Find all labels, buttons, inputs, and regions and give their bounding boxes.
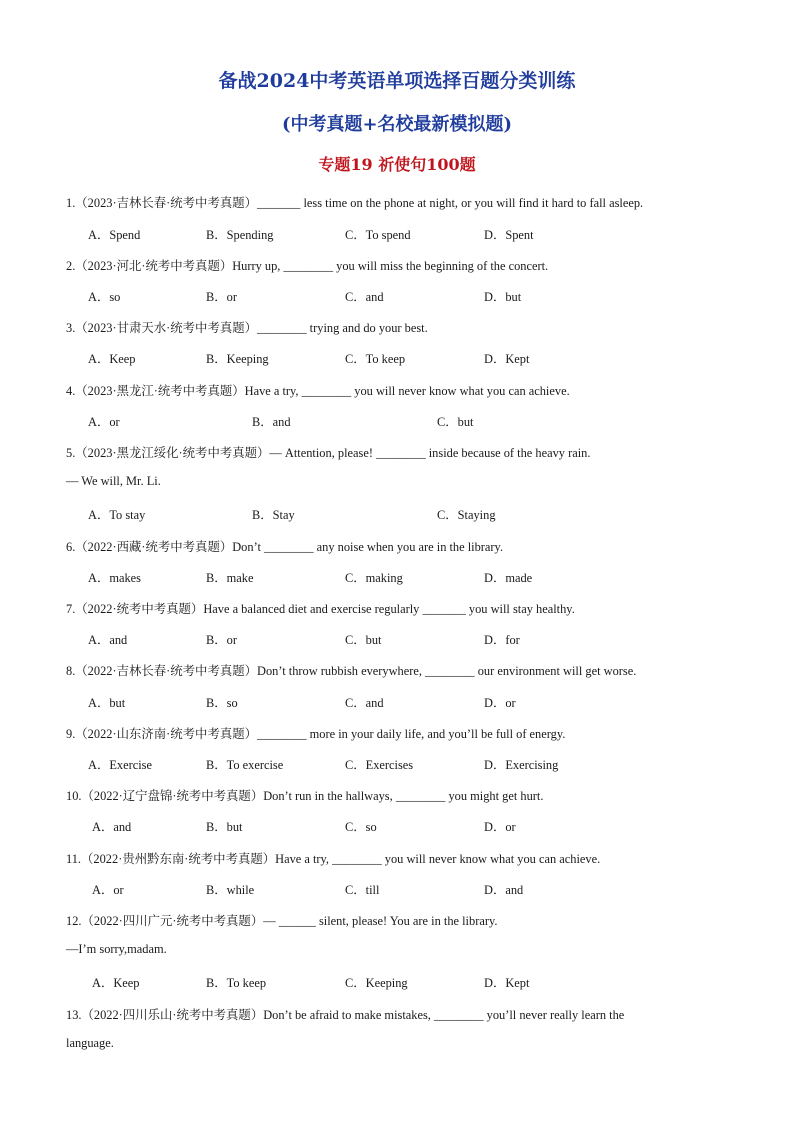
document-subtitle: (中考真题+名校最新模拟题) — [281, 114, 513, 135]
option-a[interactable]: A．so — [88, 290, 121, 304]
option-c[interactable]: C．To spend — [345, 228, 411, 242]
option-b[interactable]: B．Stay — [252, 508, 295, 522]
option-b[interactable]: B．Spending — [206, 228, 274, 242]
option-b[interactable]: B．or — [206, 633, 237, 647]
question-options — [0, 973, 794, 991]
option-b[interactable]: B．Keeping — [206, 352, 269, 366]
option-a[interactable]: A．and — [88, 633, 128, 647]
option-b[interactable]: B．while — [206, 883, 255, 897]
option-a[interactable]: A．makes — [88, 571, 141, 585]
option-b[interactable]: B．but — [206, 820, 243, 834]
option-c[interactable]: C．so — [345, 820, 377, 834]
option-c[interactable]: C．Keeping — [345, 976, 408, 990]
question-options — [0, 505, 794, 523]
option-c[interactable]: C．Exercises — [345, 758, 414, 772]
question-options — [0, 630, 794, 648]
option-a[interactable]: A．Exercise — [88, 758, 152, 772]
option-b[interactable]: B．or — [206, 290, 237, 304]
option-a[interactable]: A．Spend — [88, 228, 141, 242]
option-d[interactable]: D．and — [484, 883, 524, 897]
option-d[interactable]: D．made — [484, 571, 533, 585]
question-options — [0, 225, 794, 243]
option-a[interactable]: A．Keep — [88, 352, 136, 366]
option-b[interactable]: B．and — [252, 415, 291, 429]
option-c[interactable]: C．To keep — [345, 352, 406, 366]
option-a[interactable]: A．To stay — [88, 508, 146, 522]
option-c[interactable]: C．and — [345, 290, 384, 304]
option-d[interactable]: D．Exercising — [484, 758, 559, 772]
option-c[interactable]: C．making — [345, 571, 403, 585]
question-options — [0, 287, 794, 305]
option-a[interactable]: A．Keep — [92, 976, 140, 990]
option-c[interactable]: C．Staying — [437, 508, 496, 522]
option-d[interactable]: D．Kept — [484, 976, 530, 990]
option-c[interactable]: C．till — [345, 883, 380, 897]
option-c[interactable]: C．and — [345, 696, 384, 710]
option-b[interactable]: B．so — [206, 696, 238, 710]
option-d[interactable]: D．or — [484, 696, 516, 710]
option-b[interactable]: B．make — [206, 571, 254, 585]
option-a[interactable]: A．but — [88, 696, 126, 710]
option-d[interactable]: D．Spent — [484, 228, 534, 242]
question-continuation: —I’m sorry,madam. — [66, 942, 167, 956]
question-options — [0, 349, 794, 367]
question-options — [0, 568, 794, 586]
document-title: 备战2024中考英语单项选择百题分类训练 — [218, 70, 576, 92]
document-page: 备战2024中考英语单项选择百题分类训练 (中考真题+名校最新模拟题) 专题19 祈使句100题 1.（2023·吉林长春·统考中考真题）_______ less time on the phone at night, or you will find it hard to fall asleep. A．Spend B．Spending C．To spend D．Spent 2.（2023·河北·统考中考真题）Hurry up, ________ you will miss the beginning of the concert. A．so B．or C．and D．but 3.（2023·甘肃天水·统考中考真题）________ trying and do your best. A．Keep B．Keeping C．To keep D．Kept 4.（2023·黑龙江·统考中考真题）Have a try, ________ you will never know what you can achieve. A．or B．and C．but 5.（2023·黑龙江绥化·统考中考真题）— Attention, please! ________ inside because of the heavy rain. — We will, Mr. Li. A．To stay B．Stay C．Staying 6.（2022·西藏·统考中考真题）Don’t ________ any noise when you are in the library. A．makes B．make C．making D．made 7.（2022·统考中考真题）Have a balanced diet and exercise regularly _______ you will stay healthy. A．and B．or C．but D．for 8.（2022·吉林长春·统考中考真题）Don’t throw rubbish everywhere, ________ our environment will get worse. A．but B．so C．and D．or 9.（2022·山东济南·统考中考真题）________ more in your daily life, and you’ll be full of energy. A．Exercise B．To exercise C．Exercises D．Exercising 10.（2022·辽宁盘锦·统考中考真题）Don’t run in the hallways, ________ you might get hurt. A．and B．but C．so D．or 11.（2022·贵州黔东南·统考中考真题）Have a try, ________ you will never know what you can achieve. A．or B．while C．till D．and 12.（2022·四川广元·统考中考真题）— ______ silent, please! You are in the library. —I’m sorry,madam. A．Keep B．To keep C．Keeping D．Kept 13.（2022·四川乐山·统考中考真题）Don’t be afraid to make mistakes, ________ you’ll never really learn the language. — [0, 0, 794, 1123]
question-options — [0, 817, 794, 835]
question-continuation: — We will, Mr. Li. — [66, 474, 161, 488]
question-options — [0, 880, 794, 898]
option-d[interactable]: D．for — [484, 633, 520, 647]
option-d[interactable]: D．Kept — [484, 352, 530, 366]
option-c[interactable]: C．but — [437, 415, 474, 429]
question-options — [0, 755, 794, 773]
option-c[interactable]: C．but — [345, 633, 382, 647]
option-d[interactable]: D．but — [484, 290, 522, 304]
option-a[interactable]: A．or — [88, 415, 120, 429]
option-d[interactable]: D．or — [484, 820, 516, 834]
option-a[interactable]: A．and — [92, 820, 132, 834]
option-a[interactable]: A．or — [92, 883, 124, 897]
question-options — [0, 693, 794, 711]
option-b[interactable]: B．To keep — [206, 976, 267, 990]
question-options — [0, 412, 794, 430]
option-b[interactable]: B．To exercise — [206, 758, 284, 772]
question-continuation: language. — [66, 1036, 114, 1050]
topic-heading: 专题19 祈使句100题 — [318, 155, 476, 174]
